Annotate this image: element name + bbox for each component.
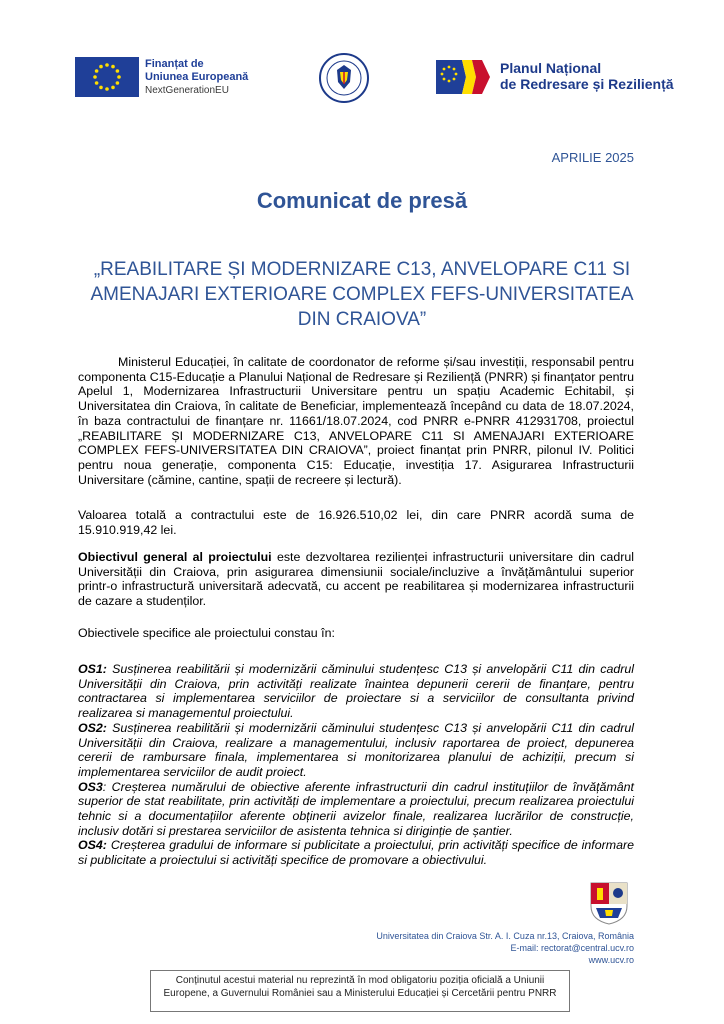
objective-label: OS1:	[78, 662, 107, 676]
page-title: Comunicat de presă	[256, 188, 468, 213]
general-objective-label: Obiectivul general al proiectului	[78, 550, 272, 564]
eu-funding-logo	[75, 57, 275, 97]
objective-item	[78, 838, 634, 867]
general-objective-text: este dezvoltarea rezilienței infrastructurii universitare din cadrul Universității din Craiova, prin asigurarea dimensiunii sociale/incluzive a învățământului superior printr-o infrastructură universitară adecvată, cu accent pe reabilitarea și modernizarea infrastructurii de cazare a studenților.	[78, 550, 634, 609]
eu-logo-text: Finanțat de Uniunea Europeană NextGenerationEU	[145, 58, 249, 96]
eu-flag-icon	[75, 57, 139, 97]
objective-item	[78, 662, 634, 721]
pnrr-logo	[436, 58, 696, 98]
intro-paragraph: Ministerul Educației, în calitate de coordonator de reforme și/sau investiții, responsabil pentru componenta C15-Educație a Planului Național de Redresare și Reziliență (PNRR) și finanțator pentru Apelul 1, Modernizarea Infrastructurii Universitare pentru un spațiu Academic Echitabil, și Universitatea din Craiova, în calitate de Beneficiar, implementează începând cu data de 18.07.2024, în baza contractului de finanțare nr. 11661/18.07.2024, cod PNRR e-PNRR 412931708, proiectul „REABILITARE ȘI MODERNIZARE C13, ANVELOPARE C11 SI AMENAJARI EXTERIOARE COMPLEX FEFS-UNIVERSITATEA DIN CRAIOVA”, proiect finanțat prin PNRR, pilonul IV. Politici pentru noua generație, componenta C15: Educație, investiția 17. Asigurarea Infrastructurii Universitare (cămine, cantine, spații de recreere și lectură).	[78, 355, 634, 487]
disclaimer-box: Conținutul acestui material nu reprezintă în mod obligatoriu poziția oficială a Uniunii Europene, a Guvernului României sau a Ministerului Educației și Cercetării pentru PNRR	[150, 970, 570, 1012]
university-contact	[330, 930, 634, 966]
romanian-government-seal-icon	[318, 52, 370, 104]
university-of-craiova-crest-icon	[588, 880, 630, 926]
university-website: www.ucv.ro	[588, 955, 634, 965]
university-address: Universitatea din Craiova Str. A. I. Cuza nr.13, Craiova, România	[376, 931, 634, 941]
objective-text: Creșterea gradului de informare si publicitate a proiectului, prin activități specifice de informare si publicitate a proiectului si activități specifice de promovare a obiectivului.	[78, 838, 634, 868]
university-email: E-mail: rectorat@central.ucv.ro	[510, 943, 634, 953]
objective-text: Susținerea reabilitării și modernizării căminului studențesc C13 și anvelopării C11 din cadrul Universității din Craiova, prin activități realizate înaintea depunerii cererii de finanțare, pentru contractarea si implementarea serviciilor de proiectare si a serviciilor de consultanta privind realizarea si managementul proiectului.	[78, 662, 634, 721]
objective-item	[78, 780, 634, 839]
document-date: APRILIE 2025	[551, 150, 634, 165]
specific-objectives-list	[78, 662, 634, 868]
pnrr-logo-text: Planul Național de Redresare și Reziliență	[500, 60, 674, 92]
project-title: „REABILITARE ȘI MODERNIZARE C13, ANVELOPARE C11 SI AMENAJARI EXTERIOARE COMPLEX FEFS-UNIVERSITATEA DIN CRAIOVA”	[90, 259, 634, 330]
objective-label: OS4:	[78, 838, 107, 853]
objective-text: : Creșterea numărului de obiective aferente infrastructurii din cadrul instituțiilor de învățământ superior de stat reabilitate, prin activități de implementare a proiectului, precum realizarea proiectului tehnic si a documentațiilor aferente obținerii avizelor finale, realizarea lucrărilor de construcție, inclusiv dotări si prestarea serviciilor de asistenta tehnica si diriginție de șantier.	[78, 779, 634, 838]
contract-value-paragraph: Valoarea totală a contractului este de 16.926.510,02 lei, din care PNRR acordă suma de 15.910.919,42 lei.	[78, 508, 634, 537]
objective-item	[78, 721, 634, 780]
objective-text: Susținerea reabilitării și modernizării căminului studențesc C13 și anvelopării C11 din cadrul Universității din Craiova, realizare a managementului, inclusiv raportarea de proiect, depunerea cererii de rambursare finala, implementarea si monitorizarea planului de achiziții, precum si implementarea serviciilor de audit proiect.	[78, 720, 634, 779]
general-objective-paragraph	[78, 550, 634, 609]
objective-label: OS3	[78, 779, 103, 794]
objective-label: OS2:	[78, 720, 107, 735]
specific-objectives-intro: Obiectivele specifice ale proiectului constau în:	[78, 626, 335, 640]
pnrr-flag-icon	[436, 60, 492, 94]
